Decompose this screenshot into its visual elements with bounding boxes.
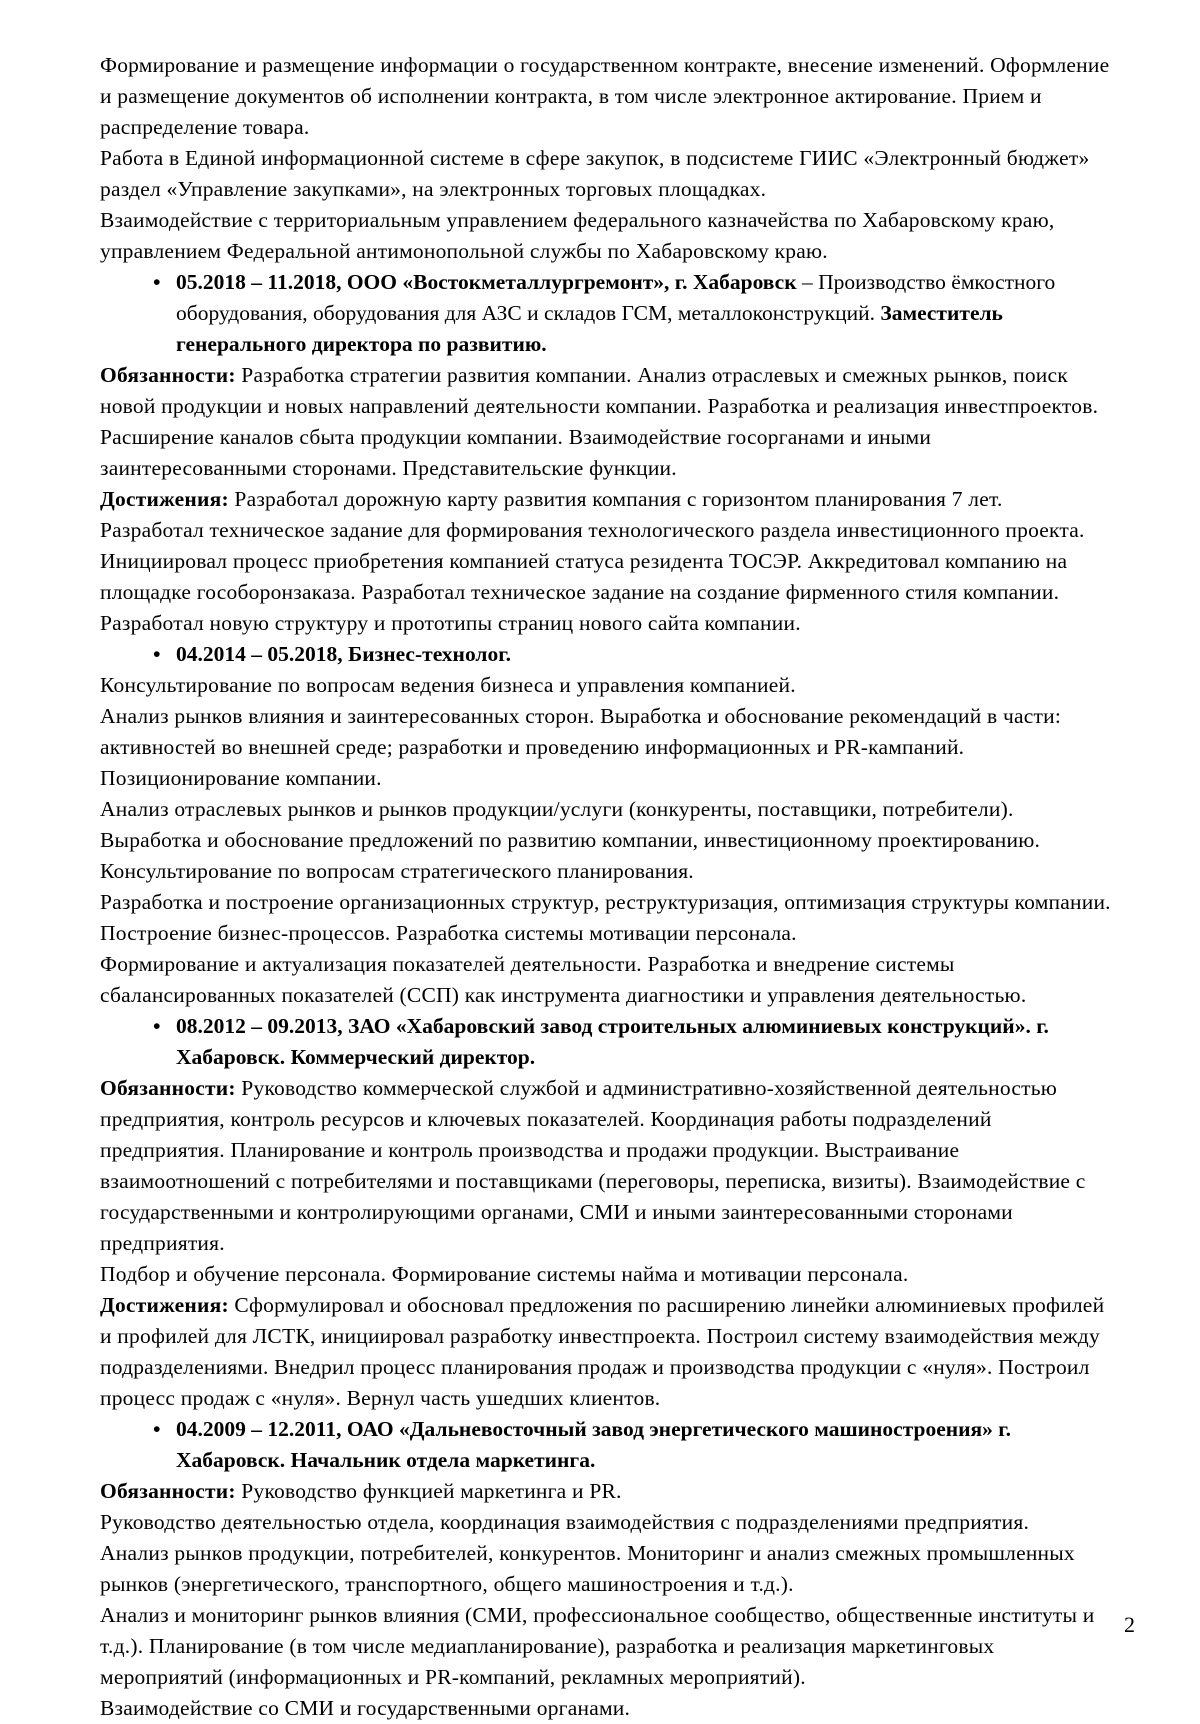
paragraph-industry-analysis: Анализ отраслевых рынков и рынков продукции/услуги (конкуренты, поставщики, потребители). Выработка и обоснование предложений по развитию компании, инвестиционному проектированию. Консультирование по вопросам стратегического планирования. xyxy=(100,797,1041,883)
achievements-text: Сформулировал и обосновал предложения по расширению линейки алюминиевых профилей и профилей для ЛСТК, инициировал разработку инвестпроекта. Построил систему взаимодействия между подразделениями. Внедрил процесс планирования продаж и производства продукции с «нуля». Построил процесс продаж с «нуля». Вернул часть ушедших клиентов. xyxy=(100,1293,1105,1410)
duties-text: Руководство функцией маркетинга и PR. xyxy=(235,1479,622,1503)
achievements-text: Разработал дорожную карту развития компания с горизонтом планирования 7 лет. Разработал техническое задание для формирования технологического раздела инвестиционного проекта. Инициировал процесс приобретения компанией статуса резидента ТОСЭР. Аккредитовал компанию на площадке гособоронзаказа. Разработал техническое задание на создание фирменного стиля компании. Разработал новую структуру и прототипы страниц нового сайта компании. xyxy=(100,487,1085,635)
bullet-company-period: 04.2014 – 05.2018, Бизнес-технолог. xyxy=(176,642,511,666)
page-number: 2 xyxy=(1124,1612,1135,1637)
achievements-label: Достижения: xyxy=(100,487,229,511)
paragraph-recruitment: Подбор и обучение персонала. Формирование системы найма и мотивации персонала. xyxy=(100,1262,909,1286)
paragraph-duties-marketing xyxy=(100,1476,1112,1507)
duties-label: Обязанности: xyxy=(100,1479,236,1503)
paragraph-achievements-vostokmetallurgremont xyxy=(100,484,1112,639)
paragraph-consulting: Консультирование по вопросам ведения бизнеса и управления компанией. xyxy=(100,673,796,697)
bullet-khabarovsk-aluminium xyxy=(100,1011,1112,1073)
bullet-company-description: – Производство ёмкостного оборудования, оборудования для АЗС и складов ГСМ, металлоконструкций. xyxy=(176,270,1056,325)
bullet-company-period: 08.2012 – 09.2013, ЗАО «Хабаровский завод строительных алюминиевых конструкций». г. Хабаровск. Коммерческий директор. xyxy=(176,1014,1049,1069)
document-content xyxy=(100,50,1112,1724)
paragraph-duties-aluminium xyxy=(100,1073,1112,1259)
paragraph-org-structures: Разработка и построение организационных структур, реструктуризация, оптимизация структуры компании. Построение бизнес-процессов. Разработка системы мотивации персонала. xyxy=(100,890,1111,945)
paragraph-contract-info: Формирование и размещение информации о государственном контракте, внесение изменений. Оформление и размещение документов об исполнении контракта, в том числе электронное актирование. Прием и распределение товара. xyxy=(100,53,1110,139)
paragraph-eis-work: Работа в Единой информационной системе в сфере закупок, в подсистеме ГИИС «Электронный бюджет» раздел «Управление закупками», на электронных торговых площадках. xyxy=(100,146,1090,201)
paragraph-kpi-bsc: Формирование и актуализация показателей деятельности. Разработка и внедрение системы сбалансированных показателей (ССП) как инструмента диагностики и управления деятельностью. xyxy=(100,952,1027,1007)
paragraph-product-market-analysis: Анализ рынков продукции, потребителей, конкурентов. Мониторинг и анализ смежных промышленных рынков (энергетического, транспортного, общего машиностроения и т.д.). xyxy=(100,1541,1075,1596)
bullet-company-period: 05.2018 – 11.2018, ООО «Востокметаллургремонт», г. Хабаровск xyxy=(176,270,797,294)
bullet-company-period: 04.2009 – 12.2011, ОАО «Дальневосточный завод энергетического машиностроения» г. Хабаровск. Начальник отдела маркетинга. xyxy=(176,1417,1012,1472)
bullet-point-icon: • xyxy=(153,270,161,294)
paragraph-smi-interaction: Взаимодействие со СМИ и государственными органами. xyxy=(100,1696,631,1720)
duties-label: Обязанности: xyxy=(100,363,236,387)
paragraph-treasury-interaction: Взаимодействие с территориальным управлением федерального казначейства по Хабаровскому краю, управлением Федеральной антимонопольной службы по Хабаровскому краю. xyxy=(100,208,1055,263)
duties-text: Разработка стратегии развития компании. Анализ отраслевых и смежных рынков, поиск новой продукции и новых направлений деятельности компании. Разработка и реализация инвестпроектов. Расширение каналов сбыта продукции компании. Взаимодействие госорганами и иными заинтересованными сторонами. Представительские функции. xyxy=(100,363,1099,480)
bullet-job-title: Заместитель генерального директора по развитию. xyxy=(176,301,1003,356)
paragraph-market-analysis: Анализ рынков влияния и заинтересованных сторон. Выработка и обоснование рекомендаций в части: активностей во внешней среде; разработки и проведению информационных и PR-кампаний. Позиционирование компании. xyxy=(100,704,1062,790)
paragraph-influence-monitoring: Анализ и мониторинг рынков влияния (СМИ, профессиональное сообщество, общественные институты и т.д.). Планирование (в том числе медиапланирование), разработка и реализация маркетинговых мероприятий (информационных и PR-компаний, рекламных мероприятий). xyxy=(100,1603,1095,1689)
duties-label: Обязанности: xyxy=(100,1076,236,1100)
bullet-vostokmetallurgremont xyxy=(100,267,1112,360)
duties-text: Руководство коммерческой службой и административно-хозяйственной деятельностью предприятия, контроль ресурсов и ключевых показателей. Координация работы подразделений предприятия. Планирование и контроль производства и продажи продукции. Выстраивание взаимоотношений с потребителями и поставщиками (переговоры, переписка, визиты). Взаимодействие с государственными и контролирующими органами, СМИ и иными заинтересованными сторонами предприятия. xyxy=(100,1076,1086,1255)
bullet-point-icon: • xyxy=(153,1014,161,1038)
achievements-label: Достижения: xyxy=(100,1293,229,1317)
paragraph-department-management: Руководство деятельностью отдела, координация взаимодействия с подразделениями предприятия. xyxy=(100,1510,1030,1534)
paragraph-duties-vostokmetallurgremont xyxy=(100,360,1112,484)
bullet-point-icon: • xyxy=(153,1417,161,1441)
bullet-business-technologist xyxy=(100,639,1112,670)
bullet-dalnevostochny-zavod xyxy=(100,1414,1112,1476)
paragraph-achievements-aluminium xyxy=(100,1290,1112,1414)
bullet-point-icon: • xyxy=(153,642,161,666)
